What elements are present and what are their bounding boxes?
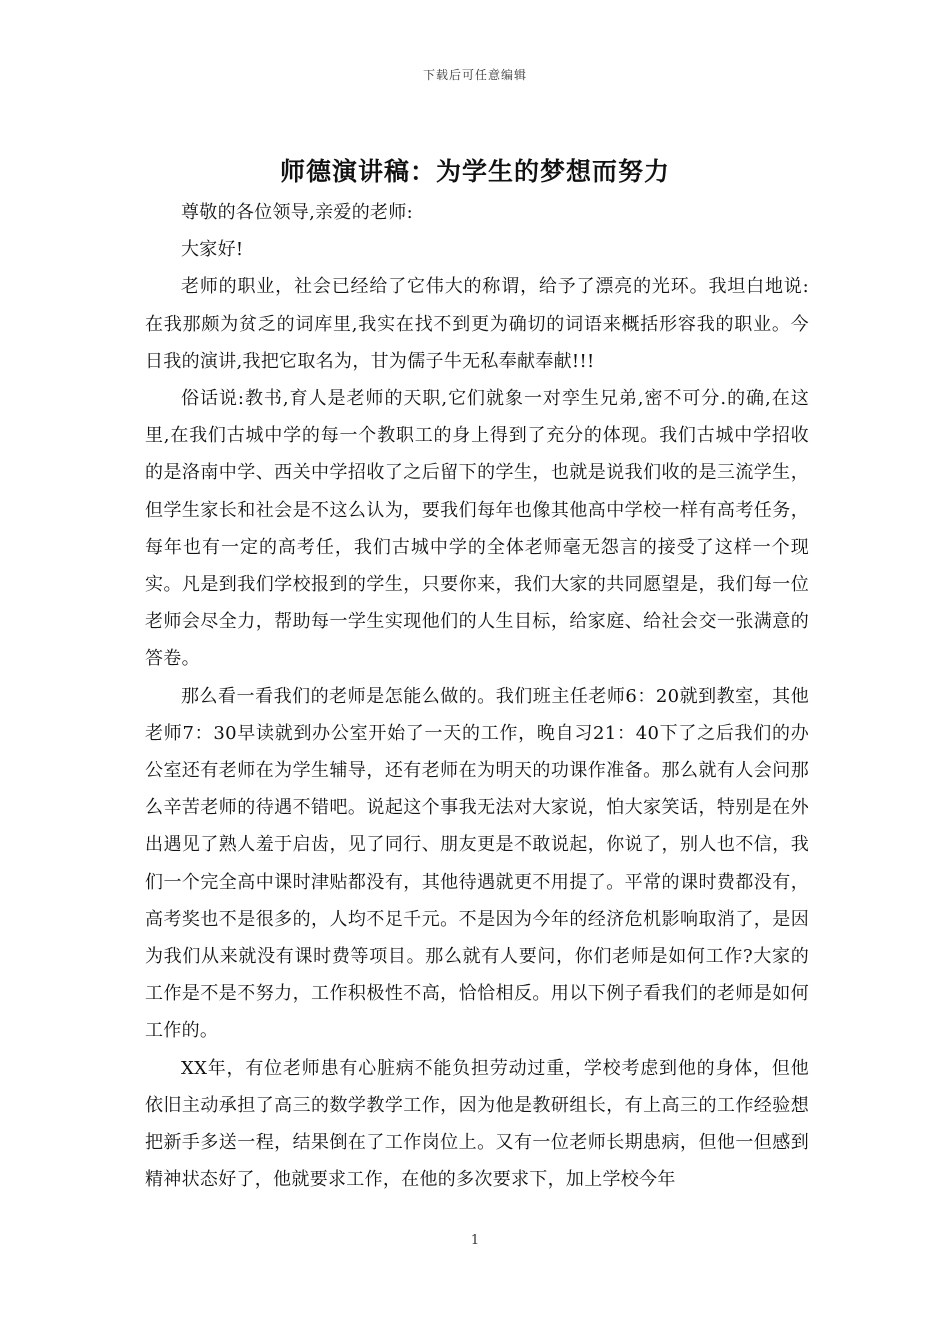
salutation-paragraph: 尊敬的各位领导,亲爱的老师:: [181, 202, 413, 223]
document-title: 师德演讲稿：为学生的梦想而努力: [279, 157, 670, 186]
document-body: [145, 194, 809, 1198]
body-paragraph: 那么看一看我们的老师是怎能么做的。我们班主任老师6：20就到教室，其他老师7：30早读就到办公室开始了一天的工作，晚自习21：40下了之后我们的办公室还有老师在为学生辅导，还有老师在为明天的功课作准备。那么就有人会问那么辛苦老师的待遇不错吧。说起这个事我无法对大家说，怕大家笑话，特别是在外出遇见了熟人羞于启齿，见了同行、朋友更是不敢说起，你说了，别人也不信，我们一个完全高中课时津贴都没有，其他待遇就更不用提了。平常的课时费都没有，高考奖也不是很多的，人均不足千元。不是因为今年的经济危机影响取消了，是因为我们从来就没有课时费等项目。那么就有人要问，你们老师是如何工作?大家的工作是不是不努力，工作积极性不高，恰恰相反。用以下例子看我们的老师是如何工作的。: [145, 685, 809, 1042]
body-paragraph: 俗话说:教书,育人是老师的天职,它们就象一对孪生兄弟,密不可分.的确,在这里,在我们古城中学的每一个教职工的身上得到了充分的体现。我们古城中学招收的是洛南中学、西关中学招收了之后留下的学生，也就是说我们收的是三流学生，但学生家长和社会是不这么认为，要我们每年也像其他高中学校一样有高考任务，每年也有一定的高考任，我们古城中学的全体老师毫无怨言的接受了这样一个现实。凡是到我们学校报到的学生，只要你来，我们大家的共同愿望是，我们每一位老师会尽全力，帮助每一学生实现他们的人生目标，给家庭、给社会交一张满意的答卷。: [145, 388, 809, 670]
body-paragraph: XX年，有位老师患有心脏病不能负担劳动过重，学校考虑到他的身体，但他依旧主动承担了高三的数学教学工作，因为他是教研组长，有上高三的工作经验想把新手多送一程，结果倒在了工作岗位上。又有一位老师长期患病，但他一但感到精神状态好了，他就要求工作，在他的多次要求下，加上学校今年: [145, 1057, 809, 1191]
page-number: 1: [470, 1233, 480, 1248]
body-paragraph: 老师的职业，社会已经给了它伟大的称谓，给予了漂亮的光环。我坦白地说:在我那颇为贫乏的词库里,我实在找不到更为确切的词语来概括形容我的职业。今日我的演讲,我把它取名为，甘为儒子牛无私奉献奉献!!!: [145, 276, 809, 372]
greeting-paragraph: 大家好!: [181, 239, 244, 261]
page-header: 下载后可任意编辑: [422, 68, 527, 82]
